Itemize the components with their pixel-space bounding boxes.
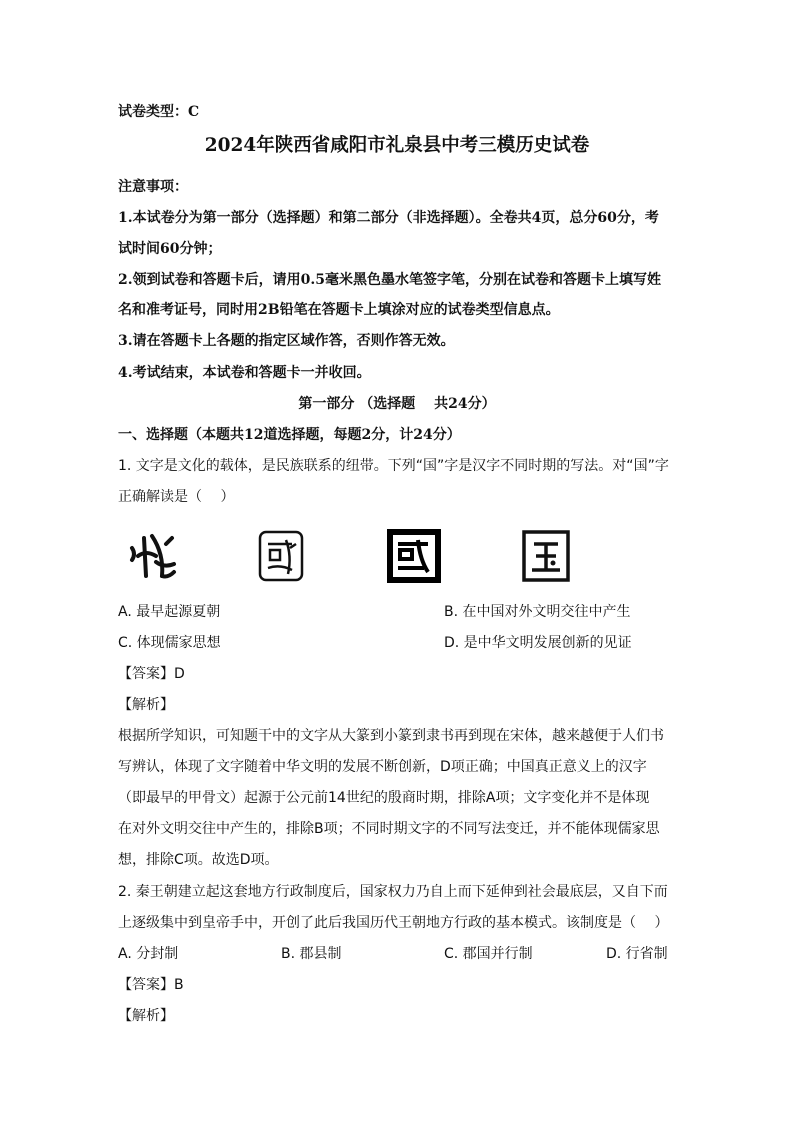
section-heading: 一、选择题（本题共12道选择题，每题2分，计24分） (118, 427, 461, 443)
option-d: D. 是中华文明发展创新的见证 (444, 635, 632, 651)
note-line: 1.本试卷分为第一部分（选择题）和第二部分（非选择题）。全卷共4页，总分60分，考 (118, 210, 659, 226)
analysis-line: 想，排除C项。故选D项。 (118, 852, 279, 868)
analysis-label: 【解析】 (118, 697, 174, 713)
page-title: 2024年陕西省咸阳市礼泉县中考三模历史试卷 (204, 135, 590, 156)
part-heading: 第一部分 （选择题 共24分） (298, 396, 496, 412)
question-stem: 正确解读是（ ） (118, 489, 235, 505)
question-stem: 上逐级集中到皇帝手中，开创了此后我国历代王朝地方行政的基本模式。该制度是（ ） (118, 915, 669, 931)
option-a: A. 分封制 (118, 946, 179, 962)
note-line: 名和准考证号，同时用2B铅笔在答题卡上填涂对应的试卷类型信息点。 (118, 302, 560, 318)
note-line: 4.考试结束，本试卷和答题卡一并收回。 (118, 365, 371, 381)
question-stem: 1. 文字是文化的载体，是民族联系的纽带。下列“国”字是汉字不同时期的写法。对“国”字 (118, 458, 669, 474)
analysis-line: 根据所学知识，可知题干中的文字从大篆到小篆到隶书再到现在宋体，越来越便于人们书 (118, 728, 664, 744)
option-b: B. 在中国对外文明交往中产生 (444, 604, 631, 620)
answer-label: 【答案】B (118, 977, 184, 993)
option-c: C. 郡国并行制 (444, 946, 533, 962)
analysis-line: 在对外文明交往中产生的，排除B项；不同时期文字的不同写法变迁，并不能体现儒家思 (118, 821, 660, 837)
note-line: 2.领到试卷和答题卡后，请用0.5毫米黑色墨水笔签字笔，分别在试卷和答题卡上填写姓 (118, 272, 661, 288)
analysis-line: 写辨认，体现了文字随着中华文明的发展不断创新，D项正确；中国真正意义上的汉字 (118, 759, 647, 775)
analysis-label: 【解析】 (118, 1008, 174, 1024)
analysis-line: （即最早的甲骨文）起源于公元前14世纪的殷商时期，排除A项；文字变化并不是体现 (118, 790, 650, 806)
option-b: B. 郡县制 (281, 946, 342, 962)
traditional-guo-image (384, 526, 444, 586)
modern-guo-image (516, 526, 576, 586)
note-line: 3.请在答题卡上各题的指定区域作答，否则作答无效。 (118, 333, 455, 349)
bronze-script-guo-image (122, 526, 182, 586)
answer-label: 【答案】D (118, 666, 185, 682)
option-d: D. 行省制 (606, 946, 668, 962)
paper-type: 试卷类型：C (118, 104, 200, 120)
option-a: A. 最早起源夏朝 (118, 604, 221, 620)
question-stem: 2. 秦王朝建立起这套地方行政制度后，国家权力乃自上而下延伸到社会最底层，又自下而 (118, 884, 668, 900)
seal-script-guo-image (252, 526, 312, 586)
option-c: C. 体现儒家思想 (118, 635, 221, 651)
note-line: 试时间60分钟； (118, 241, 222, 257)
notes-heading: 注意事项： (118, 179, 188, 195)
